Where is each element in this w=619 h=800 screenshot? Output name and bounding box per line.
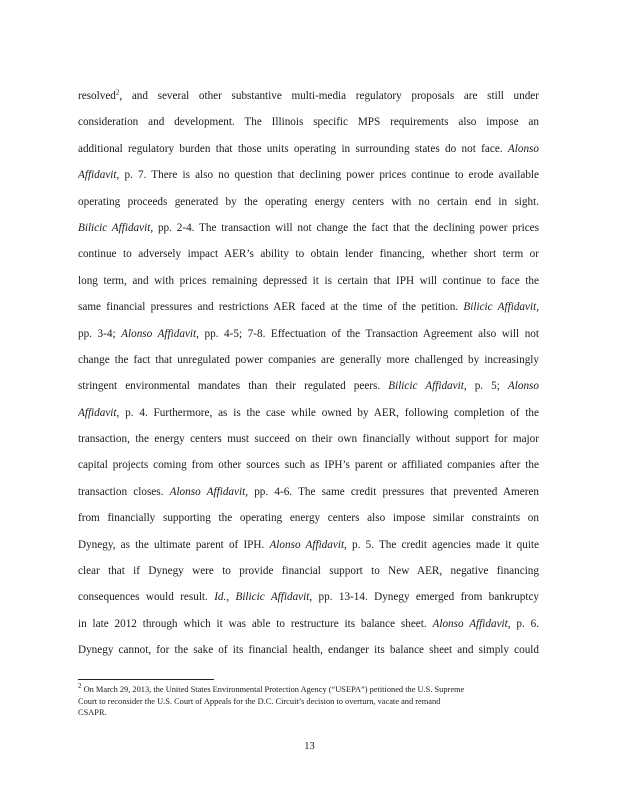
text-line: clear that if Dynegy were to provide financial support to New AER, negative financing bbox=[78, 565, 539, 578]
text-line: change the fact that unregulated power companies are generally more challenged by increasingly bbox=[78, 353, 539, 366]
text-line: long term, and with prices remaining depressed it is certain that IPH will continue to face the bbox=[78, 274, 539, 287]
text-line: Affidavit, p. 4. Furthermore, as is the case while owned by AER, following completion of the bbox=[78, 406, 539, 419]
footnote-reference[interactable]: 2 bbox=[115, 88, 120, 97]
footnote-marker: 2 bbox=[78, 682, 82, 691]
text-line: stringent environmental mandates than their regulated peers. Bilicic Affidavit, p. 5; Alonso bbox=[78, 380, 539, 393]
footnote-divider bbox=[78, 679, 214, 680]
text-line: Dynegy cannot, for the sake of its financial health, endanger its balance sheet and simply could bbox=[78, 644, 539, 657]
text-line: Dynegy, as the ultimate parent of IPH. Alonso Affidavit, p. 5. The credit agencies made it quite bbox=[78, 538, 539, 551]
text-line: same financial pressures and restrictions AER faced at the time of the petition. Bilicic Affidavit, bbox=[78, 301, 539, 314]
text-line: additional regulatory burden that those units operating in surrounding states do not face. Alonso bbox=[78, 142, 539, 155]
body-text bbox=[78, 83, 539, 664]
page-number: 13 bbox=[304, 741, 315, 752]
footnote-line: Court to reconsider the U.S. Court of Appeals for the D.C. Circuit’s decision to overturn, vacate and remand bbox=[78, 696, 441, 706]
text-line: transaction closes. Alonso Affidavit, pp. 4-6. The same credit pressures that prevented Ameren bbox=[78, 485, 539, 498]
text-line: pp. 3-4; Alonso Affidavit, pp. 4-5; 7-8. Effectuation of the Transaction Agreement also will not bbox=[78, 327, 539, 340]
text-line: continue to adversely impact AER’s ability to obtain lender financing, whether short term or bbox=[78, 248, 539, 261]
text-line: operating proceeds generated by the operating energy centers with no certain end in sight. bbox=[78, 195, 539, 208]
text-line: consideration and development. The Illinois specific MPS requirements also impose an bbox=[78, 116, 539, 129]
footnote bbox=[78, 684, 539, 719]
footnote-line: CSAPR. bbox=[78, 708, 107, 717]
text-line: Bilicic Affidavit, pp. 2-4. The transaction will not change the fact that the declining power prices bbox=[78, 221, 539, 234]
text-line: transaction, the energy centers must succeed on their own financially without support for major bbox=[78, 433, 539, 446]
text-line: resolved$^2$, and several other substantive multi-media regulatory proposals are still under bbox=[78, 88, 539, 102]
text-line: capital projects coming from other sources such as IPH’s parent or affiliated companies after the bbox=[78, 459, 539, 472]
footnote-line: $^2$ On March 29, 2013, the United States Environmental Protection Agency (“USEPA”) petitioned the U.S. Supreme bbox=[78, 682, 465, 694]
text-line: Affidavit, p. 7. There is also no question that declining power prices continue to erode available bbox=[78, 169, 539, 182]
text-line: consequences would result. Id., Bilicic Affidavit, pp. 13-14. Dynegy emerged from bankruptcy bbox=[78, 591, 539, 604]
text-line: from financially supporting the operating energy centers also impose similar constraints on bbox=[78, 512, 539, 525]
text-line: in late 2012 through which it was able to restructure its balance sheet. Alonso Affidavit, p. 6. bbox=[78, 617, 539, 630]
